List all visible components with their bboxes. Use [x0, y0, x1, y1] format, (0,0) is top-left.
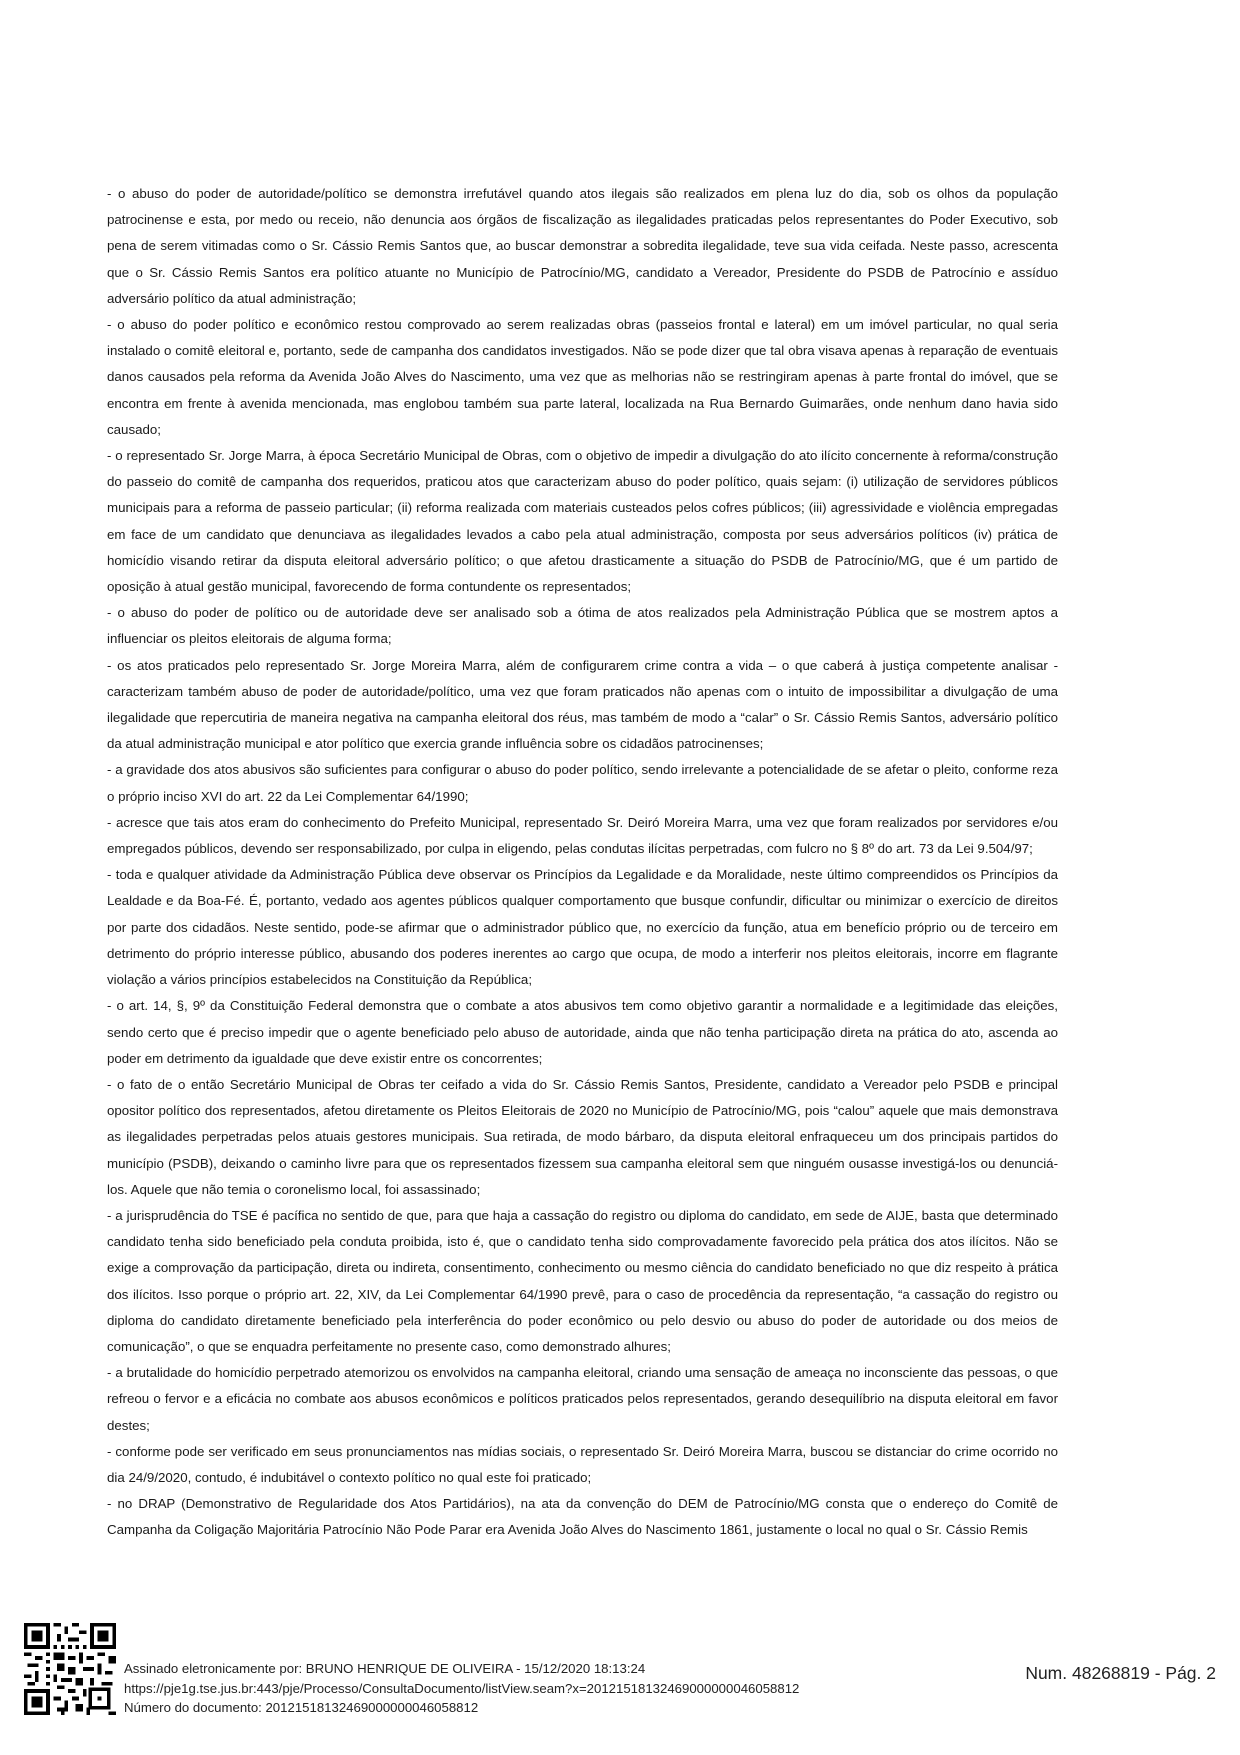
qr-code-icon [24, 1623, 116, 1715]
paragraph-4: - o abuso do poder de político ou de autoridade deve ser analisado sob a ótima de atos realizados pela Administração Pública que se mostrem aptos a influenciar os pleitos eleitorais de alguma forma; [107, 605, 1058, 647]
paragraph-14: - no DRAP (Demonstrativo de Regularidade dos Atos Partidários), na ata da convenção do DEM de Patrocínio/MG consta que o endereço do Comitê de Campanha da Coligação Majoritária Patrocínio Não Pode Parar era Avenida João Alves do Nascimento 1861, justamente o local no qual o Sr. Cássio Remis [107, 1496, 1058, 1538]
paragraph-5: - os atos praticados pelo representado Sr. Jorge Moreira Marra, além de configurarem crime contra a vida – o que caberá à justiça competente analisar - caracterizam também abuso de poder de autoridade/político, uma vez que foram praticados não apenas com o intuito de impossibilitar a divulgação de uma ilegalidade que repercutiria de maneira negativa na campanha eleitoral dos réus, mas também de modo a “calar” o Sr. Cássio Remis Santos, adversário político da atual administração municipal e ator político que exercia grande influência sobre os cidadãos patrocinenses; [107, 657, 1058, 752]
paragraph-8: - toda e qualquer atividade da Administração Pública deve observar os Princípios da Legalidade e da Moralidade, neste último compreendidos os Princípios da Lealdade e da Boa-Fé. É, portanto, vedado aos agentes públicos qualquer comportamento que busque confundir, dificultar ou minimizar o exercício de direitos por parte dos cidadãos. Neste sentido, pode-se afirmar que o administrador público que, no exercício da função, atua em benefício próprio ou de terceiro em detrimento do próprio interesse público, abusando dos poderes inerentes ao cargo que ocupa, de modo a interferir nos pleitos eleitorais, incorre em flagrante violação a vários princípios estabelecidos na Constituição da República; [107, 867, 1058, 988]
paragraph-9: - o art. 14, §, 9º da Constituição Federal demonstra que o combate a atos abusivos tem como objetivo garantir a normalidade e a legitimidade das eleições, sendo certo que é preciso impedir que o agente beneficiado pelo abuso de autoridade, ainda que não tenha participação direta na prática do ato, ascenda ao poder em detrimento da igualdade que deve existir entre os concorrentes; [107, 998, 1058, 1066]
document-body [107, 181, 1058, 1544]
document-url[interactable]: https://pje1g.tse.jus.br:443/pje/Processo/ConsultaDocumento/listView.seam?x=20121518132469000000046058812 [124, 1680, 800, 1696]
paragraph-6: - a gravidade dos atos abusivos são suficientes para configurar o abuso do poder político, sendo irrelevante a potencialidade de se afetar o pleito, conforme reza o próprio inciso XVI do art. 22 da Lei Complementar 64/1990; [107, 762, 1058, 804]
paragraph-10: - o fato de o então Secretário Municipal de Obras ter ceifado a vida do Sr. Cássio Remis Santos, Presidente, candidato a Vereador pelo PSDB e principal opositor político dos representados, afetou diretamente os Pleitos Eleitorais de 2020 no Município de Patrocínio/MG, pois “calou” aquele que mais demonstrava as ilegalidades perpetradas pelos atuais gestores municipais. Sua retirada, de modo bárbaro, da disputa eleitoral enfraqueceu um dos principais partidos do município (PSDB), deixando o caminho livre para que os representados fizessem sua campanha eleitoral sem que ninguém ousasse investigá-los ou denunciá-los. Aquele que não temia o coronelismo local, foi assassinado; [107, 1076, 1058, 1197]
paragraph-3: - o representado Sr. Jorge Marra, à época Secretário Municipal de Obras, com o objetivo de impedir a divulgação do ato ilícito concernente à reforma/construção do passeio do comitê de campanha dos requeridos, praticou atos que caracterizam abuso do poder político, quais sejam: (i) utilização de servidores públicos municipais para a reforma de passeio particular; (ii) reforma realizada com materiais custeados pelos cofres públicos; (iii) agressividade e violência empregadas em face de um candidato que denunciava as ilegalidades levados a cabo pela atual administração, composta por seus adversários políticos (iv) prática de homicídio visando retirar da disputa eleitoral adversário político; o que afetou drasticamente a situação do PSDB de Patrocínio/MG, que é um partido de oposição à atual gestão municipal, favorecendo de forma contundente os representados; [107, 448, 1058, 595]
signed-by-line: Assinado eletronicamente por: BRUNO HENRIQUE DE OLIVEIRA - 15/12/2020 18:13:24 [124, 1661, 646, 1676]
paragraph-12: - a brutalidade do homicídio perpetrado atemorizou os envolvidos na campanha eleitoral, criando uma sensação de ameaça no inconsciente das pessoas, o que refreou o fervor e a eficácia no combate aos abusos econômicos e políticos praticados pelos representados, gerando desequilíbrio na disputa eleitoral em favor destes; [107, 1365, 1058, 1433]
page-number: Num. 48268819 - Pág. 2 [1025, 1663, 1216, 1683]
document-number: Número do documento: 20121518132469000000046058812 [124, 1700, 479, 1716]
paragraph-7: - acresce que tais atos eram do conhecimento do Prefeito Municipal, representado Sr. Deiró Moreira Marra, uma vez que foram realizados por servidores e/ou empregados públicos, devendo ser responsabilizado, por culpa in eligendo, pelas condutas ilícitas perpetradas, com fulcro no § 8º do art. 73 da Lei 9.504/97; [107, 814, 1058, 857]
signature-block [124, 1659, 799, 1718]
paragraph-11: - a jurisprudência do TSE é pacífica no sentido de que, para que haja a cassação do registro ou diploma do candidato, em sede de AIJE, basta que determinado candidato tenha sido beneficiado pela conduta proibida, isto é, que o candidato tenha sido comprovadamente favorecido pela prática dos atos ilícitos. Não se exige a comprovação da participação, direta ou indireta, consentimento, conhecimento ou mesmo ciência do candidato beneficiado no que diz respeito à prática dos ilícitos. Isso porque o próprio art. 22, XIV, da Lei Complementar 64/1990 prevê, para o caso de procedência da representação, “a cassação do registro ou diploma do candidato diretamente beneficiado pela interferência do poder econômico ou pelo desvio ou abuso do poder de autoridade ou dos meios de comunicação”, o que se enquadra perfeitamente no presente caso, como demonstrado alhures; [107, 1207, 1058, 1354]
paragraph-13: - conforme pode ser verificado em seus pronunciamentos nas mídias sociais, o representado Sr. Deiró Moreira Marra, buscou se distanciar do crime ocorrido no dia 24/9/2020, contudo, é indubitável o contexto político no qual este foi praticado; [107, 1443, 1058, 1485]
paragraph-2: - o abuso do poder político e econômico restou comprovado ao serem realizadas obras (passeios frontal e lateral) em um imóvel particular, no qual seria instalado o comitê eleitoral e, portanto, sede de campanha dos candidatos investigados. Não se pode dizer que tal obra visava apenas à reparação de eventuais danos causados pela reforma da Avenida João Alves do Nascimento, uma vez que as melhorias não se restringiram apenas à parte frontal do imóvel, que se encontra em frente à avenida mencionada, mas englobou também sua parte lateral, localizada na Rua Bernardo Guimarães, onde nenhum dano havia sido causado; [107, 317, 1058, 437]
paragraph-1: - o abuso do poder de autoridade/político se demonstra irrefutável quando atos ilegais são realizados em plena luz do dia, sob os olhos da população patrocinense e esta, por medo ou receio, não denuncia aos órgãos de fiscalização as ilegalidades praticadas pelos representantes do Poder Executivo, sob pena de serem vitimadas como o Sr. Cássio Remis Santos que, ao buscar demonstrar a sobredita ilegalidade, teve sua vida ceifada. Neste passo, acrescenta que o Sr. Cássio Remis Santos era político atuante no Município de Patrocínio/MG, candidato a Vereador, Presidente do PSDB de Patrocínio e assíduo adversário político da atual administração; [107, 186, 1058, 306]
signature-footer [0, 1610, 1240, 1750]
